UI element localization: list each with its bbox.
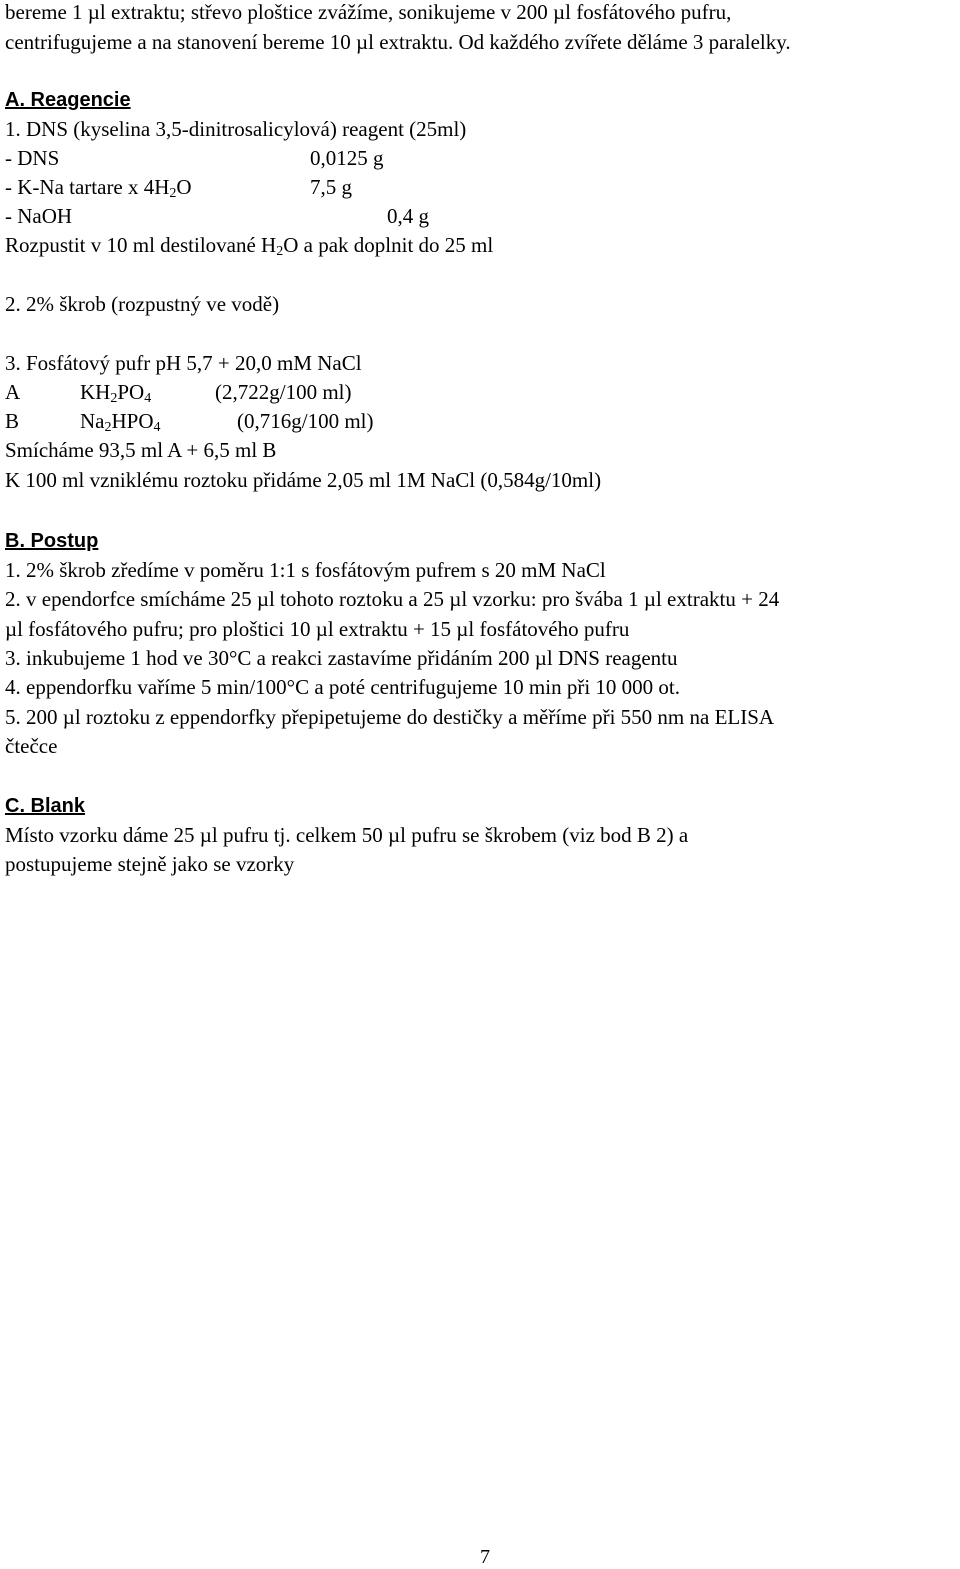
intro-line-1: bereme 1 µl extraktu; střevo ploštice zvážíme, sonikujeme v 200 µl fosfátového pufru, xyxy=(5,0,732,24)
section-b-heading: B. Postup xyxy=(5,530,99,552)
section-c-heading: C. Blank xyxy=(5,795,86,817)
buffer-row-b-conc: (0,716g/100 ml) xyxy=(237,409,374,433)
nacl-addition-line: K 100 ml vzniklému roztoku přidáme 2,05 ml 1M NaCl (0,584g/10ml) xyxy=(5,468,602,492)
procedure-line: čtečce xyxy=(5,734,58,758)
intro-line-2: centrifugujeme a na stanovení bereme 10 µl extraktu. Od každého zvířete děláme 3 paralelky. xyxy=(5,30,791,54)
dns-row-amount: 0,0125 g xyxy=(310,146,384,170)
procedure-line: 3. inkubujeme 1 hod ve 30°C a reakci zastavíme přidáním 200 µl DNS reagentu xyxy=(5,646,678,670)
buffer-row-b-label: B xyxy=(5,409,20,433)
buffer-row-a-label: A xyxy=(5,380,21,404)
tartrate-row-name: - K-Na tartare x $4H_2O$ xyxy=(5,175,192,201)
starch-item: 2. 2% škrob (rozpustný ve vodě) xyxy=(5,292,280,316)
naoh-row-amount: 0,4 g xyxy=(387,204,429,228)
blank-line: Místo vzorku dáme 25 µl pufru tj. celkem 50 µl pufru se škrobem (viz bod B 2) a xyxy=(5,823,689,847)
buffer-mix-line: Smícháme 93,5 ml A + 6,5 ml B xyxy=(5,438,277,462)
procedure-line: 1. 2% škrob zředíme v poměru 1:1 s fosfátovým pufrem s 20 mM NaCl xyxy=(5,558,606,582)
procedure-line: 5. 200 µl roztoku z eppendorfky přepipetujeme do destičky a měříme při 550 nm na ELISA xyxy=(5,705,775,729)
page-number: 7 xyxy=(480,1546,490,1568)
blank-line: postupujeme stejně jako se vzorky xyxy=(5,852,295,876)
tartrate-row-amount: 7,5 g xyxy=(310,175,352,199)
buffer-row-a-formula: $KH_2PO_4$ xyxy=(80,380,152,406)
naoh-row-name: - NaOH xyxy=(5,204,73,228)
phosphate-buffer-title: 3. Fosfátový pufr pH 5,7 + 20,0 mM NaCl xyxy=(5,351,362,375)
procedure-line: 4. eppendorfku vaříme 5 min/100°C a poté centrifugujeme 10 min při 10 000 ot. xyxy=(5,675,681,699)
dns-reagent-title: 1. DNS (kyselina 3,5-dinitrosalicylová) reagent (25ml) xyxy=(5,117,467,141)
dns-row-name: - DNS xyxy=(5,146,60,170)
buffer-row-a-conc: (2,722g/100 ml) xyxy=(215,380,352,404)
buffer-row-b-formula: $Na_2HPO_4$ xyxy=(80,409,161,435)
procedure-line: µl fosfátového pufru; pro ploštici 10 µl extraktu + 15 µl fosfátového pufru xyxy=(5,617,630,641)
procedure-line: 2. v ependorfce smícháme 25 µl tohoto roztoku a 25 µl vzorku: pro švába 1 µl extraktu + 24 xyxy=(5,587,780,611)
dissolve-note: Rozpustit v 10 ml destilované $H_2O$ a pak doplnit do 25 ml xyxy=(5,233,494,259)
section-a-heading: A. Reagencie xyxy=(5,89,131,111)
